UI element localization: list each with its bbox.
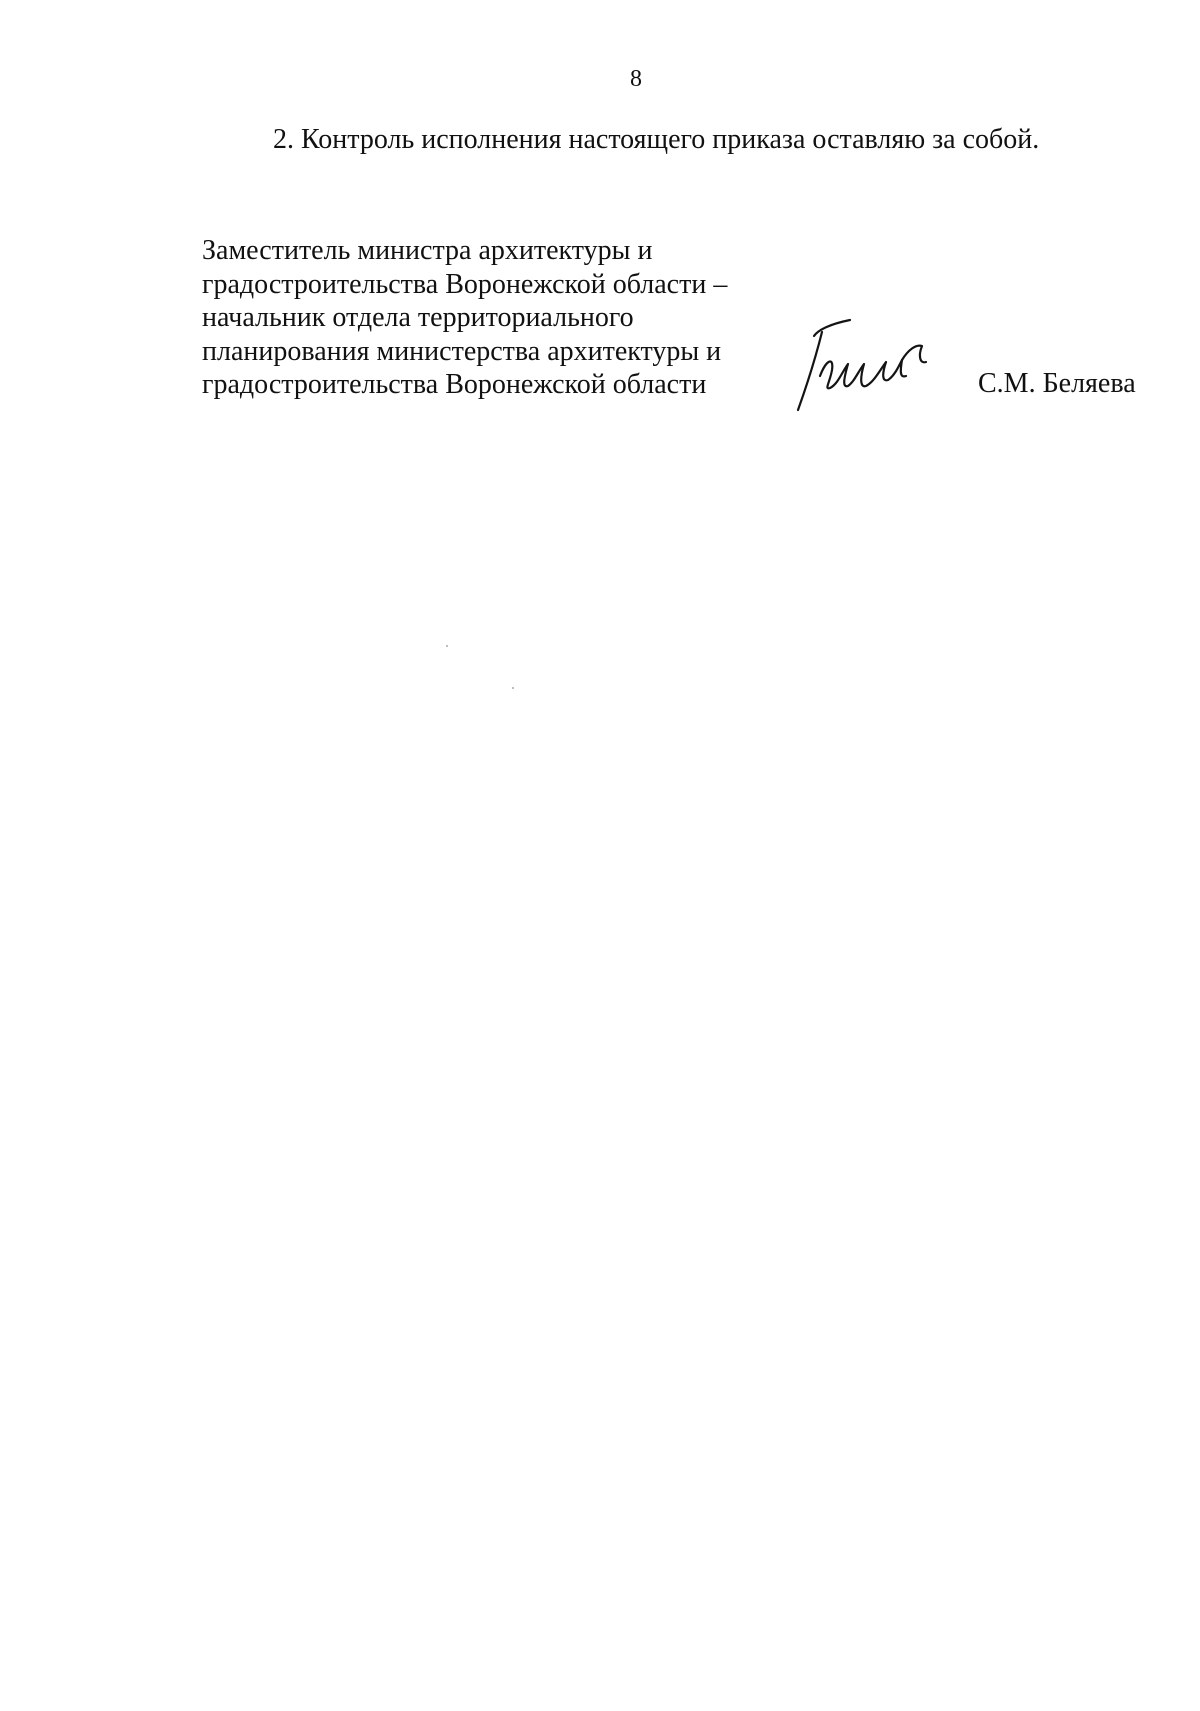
signatory-position-line: градостроительства Воронежской области – — [202, 268, 728, 300]
signatory-position-line: начальник отдела территориального — [202, 302, 634, 333]
signer-name: С.М. Беляева — [978, 368, 1136, 399]
handwritten-signature — [790, 316, 960, 416]
scan-artifact — [446, 645, 448, 647]
page-number: 8 — [630, 66, 642, 92]
signatory-position-line: планирования министерства архитектуры и — [202, 335, 722, 367]
signatory-position-line: градостроительства Воронежской области — [202, 369, 707, 400]
signatory-position-line: Заместитель министра архитектуры и — [202, 235, 653, 266]
scan-artifact — [512, 687, 514, 689]
signatory-position — [202, 234, 727, 402]
clause-2-text: 2. Контроль исполнения настоящего приказа оставляю за собой. — [273, 124, 1040, 155]
